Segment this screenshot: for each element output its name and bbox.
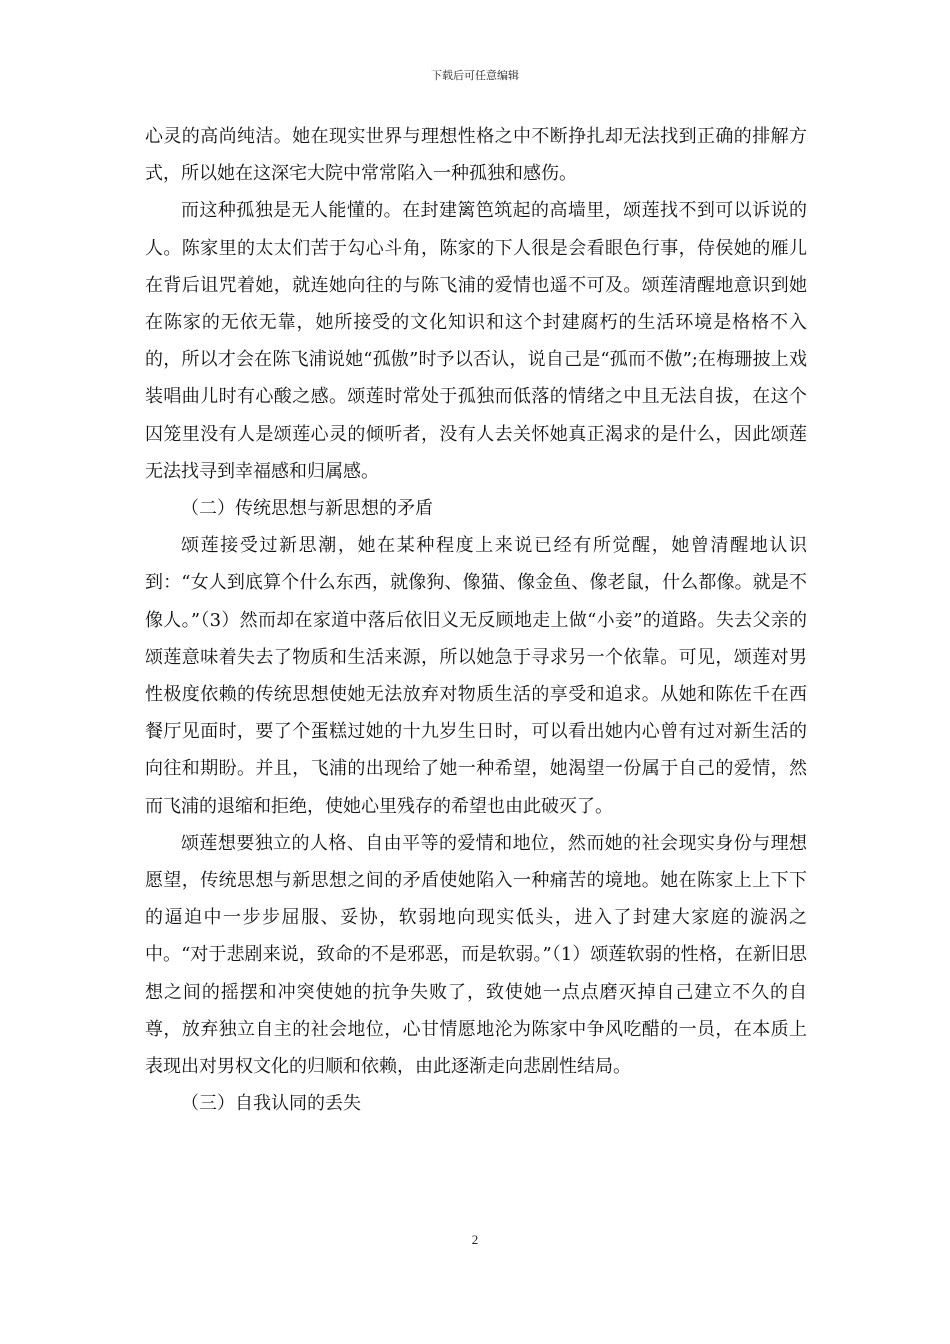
document-body [145, 118, 807, 1122]
page-header: 下载后可任意编辑 [431, 69, 519, 82]
page-number: 2 [471, 1232, 479, 1247]
paragraph-3: 颂莲接受过新思潮，她在某种程度上来说已经有所觉醒，她曾清醒地认识到：“女人到底算个什么东西，就像狗、像猫、像金鱼、像老鼠，什么都像。就是不像人。”（3）然而却在家道中落后依旧义无反顾地走上做“小妾”的道路。失去父亲的颂莲意味着失去了物质和生活来源，所以她急于寻求另一个依靠。可见，颂莲对男性极度依赖的传统思想使她无法放弃对物质生活的享受和追求。从她和陈佐千在西餐厅见面时，要了个蛋糕过她的十九岁生日时，可以看出她内心曾有过对新生活的向往和期盼。并且，飞浦的出现给了她一种希望，她渴望一份属于自己的爱情，然而飞浦的退缩和拒绝，使她心里残存的希望也由此破灭了。 [145, 535, 807, 817]
section-heading-3: （三）自我认同的丢失 [181, 1093, 361, 1115]
paragraph-1: 心灵的高尚纯洁。她在现实世界与理想性格之中不断挣扎却无法找到正确的排解方式，所以她在这深宅大院中常常陷入一种孤独和感伤。 [145, 126, 807, 185]
paragraph-2: 而这种孤独是无人能懂的。在封建篱笆筑起的高墙里，颂莲找不到可以诉说的人。陈家里的太太们苦于勾心斗角，陈家的下人很是会看眼色行事，侍侯她的雁儿在背后诅咒着她，就连她向往的与陈飞浦的爱情也遥不可及。颂莲清醒地意识到她在陈家的无依无靠，她所接受的文化知识和这个封建腐朽的生活环境是格格不入的，所以才会在陈飞浦说她“孤傲”时予以否认，说自己是“孤而不傲”;在梅珊披上戏装唱曲儿时有心酸之感。颂莲时常处于孤独而低落的情绪之中且无法自拔，在这个囚笼里没有人是颂莲心灵的倾听者，没有人去关怀她真正渴求的是什么，因此颂莲无法找寻到幸福感和归属感。 [145, 200, 807, 482]
section-heading-2: （二）传统思想与新思想的矛盾 [181, 498, 433, 520]
paragraph-4: 颂莲想要独立的人格、自由平等的爱情和地位，然而她的社会现实身份与理想愿望，传统思想与新思想之间的矛盾使她陷入一种痛苦的境地。她在陈家上上下下的逼迫中一步步屈服、妥协，软弱地向现实低头，进入了封建大家庭的漩涡之中。“对于悲剧来说，致命的不是邪恶，而是软弱。”（1）颂莲软弱的性格，在新旧思想之间的摇摆和冲突使她的抗争失败了，致使她一点点磨灭掉自己建立不久的自尊，放弃独立自主的社会地位，心甘情愿地沦为陈家中争风吃醋的一员，在本质上表现出对男权文化的归顺和依赖，由此逐渐走向悲剧性结局。 [145, 832, 807, 1078]
